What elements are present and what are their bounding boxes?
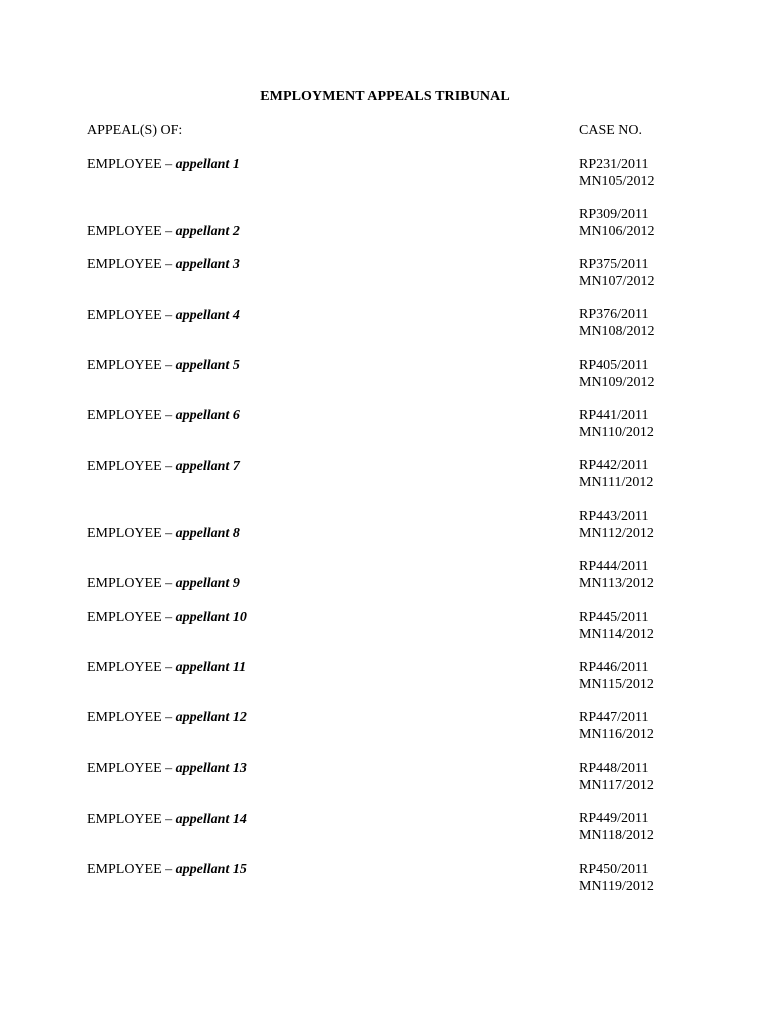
case-number: MN119/2012: [579, 879, 654, 894]
party-label: EMPLOYEE: [87, 408, 162, 423]
appellant-role-text: appellant 2: [175, 224, 240, 239]
case-number: RP448/2011: [579, 761, 649, 776]
appellant-name: [87, 609, 247, 626]
appeals-of-header: APPEAL(S) OF:: [87, 123, 183, 138]
case-numbers: [579, 256, 654, 290]
appellant-role: [176, 308, 240, 323]
case-numbers: [579, 508, 654, 542]
case-number: RP444/2011: [579, 559, 649, 574]
appellant-name: [87, 760, 247, 777]
case-number: RP443/2011: [579, 509, 649, 524]
appellant-name: [87, 659, 246, 676]
party-label: EMPLOYEE: [87, 862, 162, 877]
case-number: RP405/2011: [579, 358, 649, 373]
party-label: EMPLOYEE: [87, 761, 162, 776]
appellant-role-text: appellant 11: [175, 660, 247, 675]
appellant-role-text: appellant 6: [175, 408, 240, 423]
appellant-name: [87, 811, 247, 828]
separator-dash: –: [161, 459, 176, 474]
case-no-header: CASE NO.: [579, 123, 643, 138]
case-number: RP309/2011: [579, 207, 649, 222]
case-number: MN118/2012: [579, 828, 654, 843]
appellant-role: [176, 257, 240, 272]
case-number: MN105/2012: [579, 174, 655, 189]
case-numbers: [579, 810, 654, 844]
appellant-role-text: appellant 12: [175, 710, 247, 725]
case-number: RP441/2011: [579, 408, 649, 423]
party-label: EMPLOYEE: [87, 358, 162, 373]
separator-dash: –: [161, 408, 176, 423]
appellant-name: [87, 307, 240, 324]
appellant-role-text: appellant 7: [175, 459, 240, 474]
party-label: EMPLOYEE: [87, 660, 162, 675]
appellant-name: [87, 458, 240, 475]
party-label: EMPLOYEE: [87, 710, 162, 725]
party-label: EMPLOYEE: [87, 308, 162, 323]
party-label: EMPLOYEE: [87, 610, 162, 625]
case-number: MN107/2012: [579, 274, 655, 289]
case-number: MN108/2012: [579, 324, 655, 339]
appellant-name: [87, 357, 240, 374]
appellant-role: [176, 358, 240, 373]
case-numbers: [579, 659, 654, 693]
case-number: MN116/2012: [579, 727, 654, 742]
party-label: EMPLOYEE: [87, 157, 162, 172]
party-label: EMPLOYEE: [87, 257, 162, 272]
case-numbers: [579, 709, 654, 743]
appellant-role: [176, 459, 240, 474]
appellant-role-text: appellant 4: [175, 308, 240, 323]
separator-dash: –: [161, 660, 176, 675]
case-number: MN117/2012: [579, 778, 654, 793]
case-number: MN109/2012: [579, 375, 655, 390]
case-number: RP446/2011: [579, 660, 649, 675]
appellant-role-text: appellant 13: [175, 761, 247, 776]
party-label: EMPLOYEE: [87, 812, 162, 827]
case-number: MN114/2012: [579, 627, 654, 642]
appellant-role: [176, 710, 247, 725]
case-number: RP449/2011: [579, 811, 649, 826]
separator-dash: –: [161, 610, 176, 625]
case-number: RP442/2011: [579, 458, 649, 473]
case-numbers: [579, 306, 654, 340]
separator-dash: –: [161, 358, 176, 373]
appellant-name: [87, 223, 240, 240]
appellant-name: [87, 575, 240, 592]
party-label: EMPLOYEE: [87, 576, 162, 591]
party-label: EMPLOYEE: [87, 526, 162, 541]
case-numbers: [579, 760, 654, 794]
case-numbers: [579, 407, 654, 441]
document-title: EMPLOYMENT APPEALS TRIBUNAL: [260, 89, 510, 104]
appellant-name: [87, 861, 247, 878]
appellant-role: [176, 526, 240, 541]
party-label: EMPLOYEE: [87, 459, 162, 474]
case-numbers: [579, 558, 654, 592]
case-number: MN110/2012: [579, 425, 654, 440]
appellant-role: [176, 761, 247, 776]
case-number: RP376/2011: [579, 307, 649, 322]
case-number: MN115/2012: [579, 677, 654, 692]
case-number: RP231/2011: [579, 157, 649, 172]
case-numbers: [579, 609, 654, 643]
separator-dash: –: [161, 526, 176, 541]
appellant-role: [176, 812, 247, 827]
case-numbers: [579, 206, 654, 240]
appellant-role: [176, 408, 240, 423]
case-numbers: [579, 156, 654, 190]
appellant-name: [87, 407, 240, 424]
case-number: MN113/2012: [579, 576, 654, 591]
appellant-role: [176, 610, 247, 625]
appellant-role: [176, 576, 240, 591]
appellant-role-text: appellant 9: [175, 576, 240, 591]
separator-dash: –: [161, 257, 176, 272]
separator-dash: –: [161, 710, 176, 725]
separator-dash: –: [161, 761, 176, 776]
appellant-role-text: appellant 5: [175, 358, 240, 373]
appellant-role-text: appellant 10: [175, 610, 247, 625]
case-number: RP375/2011: [579, 257, 649, 272]
appellant-role: [176, 660, 246, 675]
case-number: RP447/2011: [579, 710, 649, 725]
separator-dash: –: [161, 576, 176, 591]
appellant-role-text: appellant 15: [175, 862, 247, 877]
case-number: MN106/2012: [579, 224, 655, 239]
appellant-role-text: appellant 1: [175, 157, 240, 172]
case-numbers: [579, 457, 653, 491]
case-numbers: [579, 861, 654, 895]
appellant-name: [87, 709, 247, 726]
separator-dash: –: [161, 308, 176, 323]
appellant-role-text: appellant 8: [175, 526, 240, 541]
separator-dash: –: [161, 224, 176, 239]
case-number: RP445/2011: [579, 610, 649, 625]
appellant-role-text: appellant 14: [175, 812, 247, 827]
separator-dash: –: [161, 812, 176, 827]
appellant-role: [176, 157, 240, 172]
appellant-role: [176, 224, 240, 239]
separator-dash: –: [161, 862, 176, 877]
case-number: MN112/2012: [579, 526, 654, 541]
appellant-role: [176, 862, 247, 877]
case-numbers: [579, 357, 654, 391]
separator-dash: –: [161, 157, 176, 172]
appellant-name: [87, 525, 240, 542]
case-number: MN111/2012: [579, 475, 654, 490]
appellant-name: [87, 256, 240, 273]
party-label: EMPLOYEE: [87, 224, 162, 239]
appellant-name: [87, 156, 240, 173]
appellant-role-text: appellant 3: [175, 257, 240, 272]
case-number: RP450/2011: [579, 862, 649, 877]
